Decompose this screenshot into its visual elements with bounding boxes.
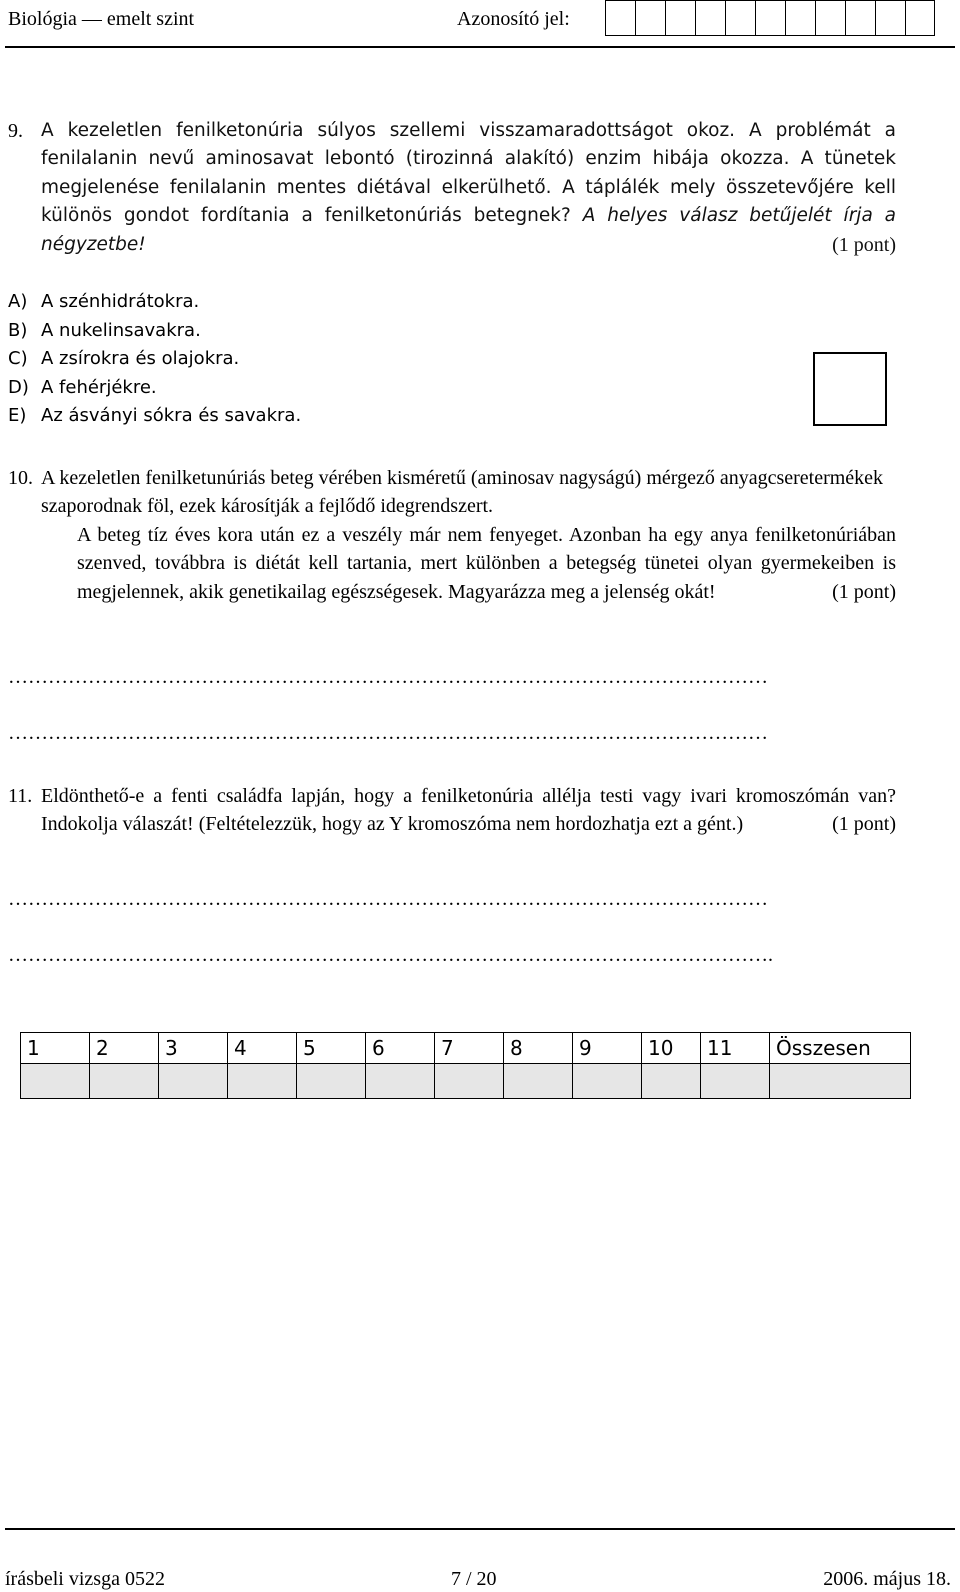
points-label: (1 pont) <box>832 233 896 256</box>
answer-line[interactable]: …………………………………………………………………………………………………… <box>8 666 768 688</box>
id-box[interactable] <box>755 0 785 36</box>
score-cell[interactable] <box>642 1064 701 1099</box>
score-header-row <box>21 1033 911 1064</box>
score-header-cell: 11 <box>701 1033 770 1064</box>
header-subject: Biológia — emelt szint <box>8 8 195 30</box>
score-cell[interactable] <box>366 1064 435 1099</box>
id-box[interactable] <box>695 0 725 36</box>
id-boxes <box>605 0 935 36</box>
question-instruction: A helyes válasz betűjelét írja a négyzetbe! <box>41 205 896 255</box>
id-box[interactable] <box>605 0 635 36</box>
id-box[interactable] <box>905 0 935 36</box>
score-cell[interactable] <box>770 1064 911 1099</box>
score-cell[interactable] <box>573 1064 642 1099</box>
score-header-cell: 9 <box>573 1033 642 1064</box>
answer-options <box>8 288 301 431</box>
score-table <box>20 1032 911 1099</box>
score-header-cell: 4 <box>228 1033 297 1064</box>
footer-date: 2006. május 18. <box>823 1568 951 1590</box>
option-d: D) A fehérjékre. <box>8 376 157 398</box>
id-box[interactable] <box>635 0 665 36</box>
question-text-para2: A beteg tíz éves kora után ez a veszély már nem fenyeget. Azonban ha egy anya fenilketonúriában szenved, továbbra is diétát kell tartania, mert különben a betegség tünetei olyan gyermekeiben is megjelennek, akik genetikailag egészségesek. Magyarázza meg a jelenség okát! <box>77 523 896 603</box>
answer-line[interactable]: ……………………………………………………………………………………………………. <box>8 944 773 966</box>
score-cell[interactable] <box>297 1064 366 1099</box>
points-label: (1 pont) <box>832 580 896 603</box>
question-number: 9. <box>8 120 23 142</box>
id-box[interactable] <box>725 0 755 36</box>
question-text-para1: A kezeletlen fenilketunúriás beteg vérében kisméretű (aminosav nagyságú) mérgező anyagcseretermékek szaporodnak föl, ezek károsítják a fejlődő idegrendszert. <box>41 467 884 518</box>
question-number: 11. <box>8 785 33 807</box>
answer-line[interactable]: …………………………………………………………………………………………………… <box>8 722 768 744</box>
id-box[interactable] <box>875 0 905 36</box>
score-cell[interactable] <box>435 1064 504 1099</box>
footer-page-number: 7 / 20 <box>451 1568 497 1590</box>
score-cell[interactable] <box>504 1064 573 1099</box>
id-box[interactable] <box>665 0 695 36</box>
score-cell[interactable] <box>701 1064 770 1099</box>
question-number: 10. <box>8 467 33 489</box>
score-header-cell: 10 <box>642 1033 701 1064</box>
score-header-cell: 1 <box>21 1033 90 1064</box>
points-label: (1 pont) <box>832 813 896 836</box>
question-text: Eldönthető-e a fenti családfa lapján, hogy a fenilketonúria allélja testi vagy ivari kromoszómán van? Indokolja válaszát! (Feltételezzük, hogy az Y kromoszóma nem hordozhatja ezt a gént.) <box>41 785 896 836</box>
footer-divider <box>5 1528 955 1530</box>
answer-line[interactable]: …………………………………………………………………………………………………… <box>8 888 768 910</box>
option-e: E) Az ásványi sókra és savakra. <box>8 405 302 426</box>
score-header-cell: 6 <box>366 1033 435 1064</box>
score-header-cell: 7 <box>435 1033 504 1064</box>
score-cell[interactable] <box>159 1064 228 1099</box>
option-a: A) A szénhidrátokra. <box>8 291 200 312</box>
question-10 <box>8 464 896 606</box>
question-11 <box>8 782 896 839</box>
score-cell[interactable] <box>21 1064 90 1099</box>
score-header-cell: 8 <box>504 1033 573 1064</box>
score-value-row <box>21 1064 911 1099</box>
score-cell[interactable] <box>228 1064 297 1099</box>
score-cell[interactable] <box>90 1064 159 1099</box>
footer-exam: írásbeli vizsga 0522 <box>5 1568 165 1590</box>
score-header-cell: 5 <box>297 1033 366 1064</box>
id-box[interactable] <box>815 0 845 36</box>
question-9 <box>8 117 896 259</box>
answer-box[interactable] <box>813 352 887 426</box>
id-box[interactable] <box>845 0 875 36</box>
score-header-cell: 3 <box>159 1033 228 1064</box>
header-divider <box>5 46 955 48</box>
header-id-label: Azonosító jel: <box>457 8 570 30</box>
score-header-cell: Összesen <box>770 1033 911 1064</box>
id-box[interactable] <box>785 0 815 36</box>
score-header-cell: 2 <box>90 1033 159 1064</box>
option-c: C) A zsírokra és olajokra. <box>8 348 240 369</box>
option-b: B) A nukelinsavakra. <box>8 319 201 341</box>
question-text: A kezeletlen fenilketonúria súlyos szellemi visszamaradottságot okoz. A problémát a fenilalanin nevű aminosavat lebontó (tirozinná alakító) enzim hibája okozza. A tünetek megjelenése fenilalanin mentes diétával elkerülhető. A táplálék mely összetevőjére kell különös gondot fordítania a fenilketonúriás betegnek? <box>41 120 896 227</box>
